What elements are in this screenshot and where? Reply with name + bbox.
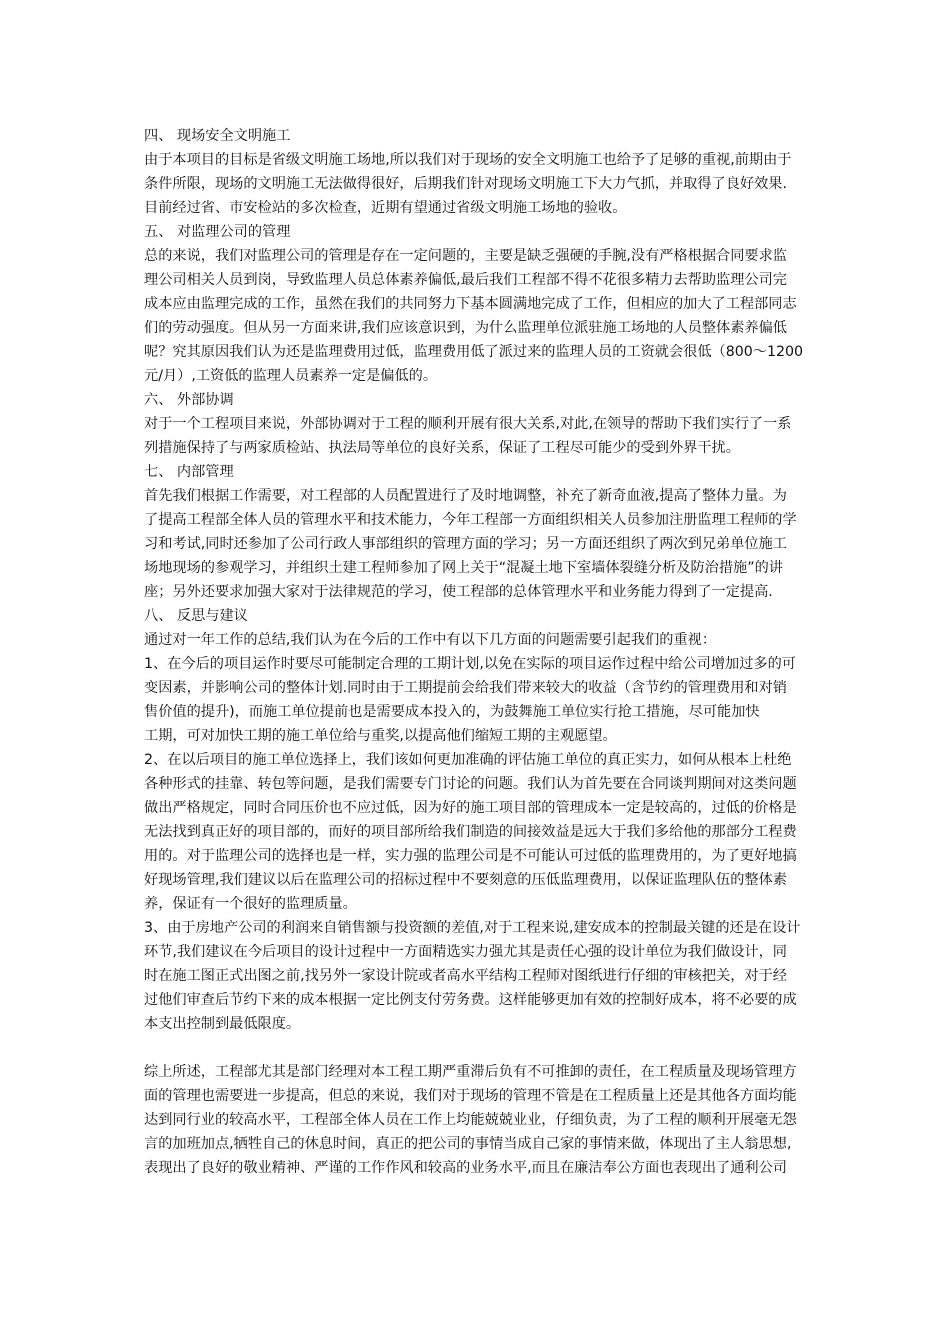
paragraph-line: 场地现场的参观学习，并组织土建工程师参加了网上关于“混凝土地下室墙体裂缝分析及防治措施”的讲 [144, 560, 783, 576]
list-item-2-line: 好现场管理,我们建议以后在监理公司的招标过程中不要刻意的压低监理费用，以保证监理队伍的整体素 [144, 872, 787, 888]
list-item-1-line: 售价值的提升)，而施工单位提前也是需要成本投入的，为鼓舞施工单位实行抢工措施，尽可能加快 [144, 704, 760, 720]
paragraph-line: 总的来说，我们对监理公司的管理是存在一定问题的，主要是缺乏强硬的手腕,没有严格根据合同要求监 [144, 248, 787, 264]
paragraph-line: 座；另外还要求加强大家对于法律规范的学习，使工程部的总体管理水平和业务能力得到了一定提高. [144, 584, 773, 600]
paragraph-line: 成本应由监理完成的工作，虽然在我们的共同努力下基本圆满地完成了工作，但相应的加大了工程部同志 [144, 296, 797, 312]
list-item-2-line: 无法找到真正好的项目部的，而好的项目部所给我们制造的间接效益是远大于我们多给他的那部分工程费 [144, 824, 797, 840]
paragraph-line: 对于一个工程项目来说，外部协调对于工程的顺利开展有很大关系,对此,在领导的帮助下我们实行了一系 [144, 416, 792, 432]
paragraph-line: 呢？究其原因我们认为还是监理费用过低，监理费用低了派过来的监理人员的工资就会很低（800～1200 [144, 344, 804, 360]
conclusion-line: 言的加班加点,牺牲自己的休息时间，真正的把公司的事情当成自己家的事情来做，体现出了主人翁思想, [144, 1136, 792, 1152]
list-item-2-line: 2、在以后项目的施工单位选择上，我们该如何更加准确的评估施工单位的真正实力，如何从根本上杜绝 [144, 752, 792, 768]
section-heading-6: 六、 外部协调 [144, 392, 234, 408]
conclusion-line: 面的管理也需要进一步提高，但总的来说，我们对于现场的管理不管是在工程质量上还是其他各方面均能 [144, 1088, 797, 1104]
paragraph-line: 首先我们根据工作需要，对工程部的人员配置进行了及时地调整，补充了新奇血液,提高了整体力量。为 [144, 488, 787, 504]
list-item-1-line: 变因素，并影响公司的整体计划.同时由于工期提前会给我们带来较大的收益（含节约的管理费用和对销 [144, 680, 787, 696]
section-heading-7: 七、 内部管理 [144, 464, 234, 480]
list-item-1-line: 1、在今后的项目运作时要尽可能制定合理的工期计划,以免在实际的项目运作过程中给公司增加过多的可 [144, 656, 796, 672]
list-item-1-line: 工期，可对加快工期的施工单位给与重奖,以提高他们缩短工期的主观愿望。 [144, 728, 617, 744]
section-heading-5: 五、 对监理公司的管理 [144, 224, 291, 240]
paragraph-line: 们的劳动强度。但从另一方面来讲,我们应该意识到，为什么监理单位派驻施工场地的人员整体素养偏低 [144, 320, 787, 336]
section-heading-8: 八、 反思与建议 [144, 608, 248, 624]
paragraph-line: 条件所限，现场的文明施工无法做得很好，后期我们针对现场文明施工下大力气抓，并取得了良好效果. [144, 176, 787, 192]
list-item-2-line: 各种形式的挂靠、转包等问题，是我们需要专门讨论的问题。我们认为首先要在合同谈判期间对这类问题 [144, 776, 797, 792]
paragraph-line: 理公司相关人员到岗，导致监理人员总体素养偏低,最后我们工程部不得不花很多精力去帮助监理公司完 [144, 272, 787, 288]
paragraph-line: 列措施保持了与两家质检站、执法局等单位的良好关系，保证了工程尽可能少的受到外界干扰。 [144, 440, 740, 456]
list-item-3-line: 本支出控制到最低限度。 [144, 1016, 301, 1032]
paragraph-line: 通过对一年工作的总结,我们认为在今后的工作中有以下几方面的问题需要引起我们的重视： [144, 632, 717, 648]
conclusion-line: 达到同行业的较高水平，工程部全体人员在工作上均能兢兢业业，仔细负责，为了工程的顺利开展毫无怨 [144, 1112, 797, 1128]
list-item-3-line: 过他们审查后节约下来的成本根据一定比例支付劳务费。这样能够更加有效的控制好成本，将不必要的成 [144, 992, 797, 1008]
paragraph-line: 元/月）,工资低的监理人员素养一定是偏低的。 [144, 368, 438, 384]
conclusion-line: 综上所述，工程部尤其是部门经理对本工程工期严重滞后负有不可推卸的责任，在工程质量及现场管理方 [144, 1064, 797, 1080]
conclusion-line: 表现出了良好的敬业精神、严谨的工作作风和较高的业务水平,而且在廉洁奉公方面也表现出了通利公司 [144, 1160, 787, 1176]
list-item-3-line: 时在施工图正式出图之前,找另外一家设计院或者高水平结构工程师对图纸进行仔细的审核把关，对于经 [144, 968, 787, 984]
paragraph-line: 了提高工程部全体人员的管理水平和技术能力，今年工程部一方面组织相关人员参加注册监理工程师的学 [144, 512, 797, 528]
list-item-3-line: 3、由于房地产公司的利润来自销售额与投资额的差值,对于工程来说,建安成本的控制最关键的还是在设计 [144, 920, 801, 936]
list-item-2-line: 做出严格规定，同时合同压价也不应过低，因为好的施工项目部的管理成本一定是较高的，过低的价格是 [144, 800, 797, 816]
list-item-2-line: 用的。对于监理公司的选择也是一样，实力强的监理公司是不可能认可过低的监理费用的，为了更好地搞 [144, 848, 797, 864]
paragraph-line: 目前经过省、市安检站的多次检查，近期有望通过省级文明施工场地的验收。 [144, 200, 627, 216]
paragraph-line: 习和考试,同时还参加了公司行政人事部组织的管理方面的学习；另一方面还组织了两次到兄弟单位施工 [144, 536, 787, 552]
list-item-2-line: 养，保证有一个很好的监理质量。 [144, 896, 357, 912]
section-heading-4: 四、 现场安全文明施工 [144, 128, 291, 144]
paragraph-line: 由于本项目的目标是省级文明施工场地,所以我们对于现场的安全文明施工也给予了足够的重视,前期由于 [144, 152, 792, 168]
list-item-3-line: 环节,我们建议在今后项目的设计过程中一方面精选实力强尤其是责任心强的设计单位为我们做设计，同 [144, 944, 787, 960]
